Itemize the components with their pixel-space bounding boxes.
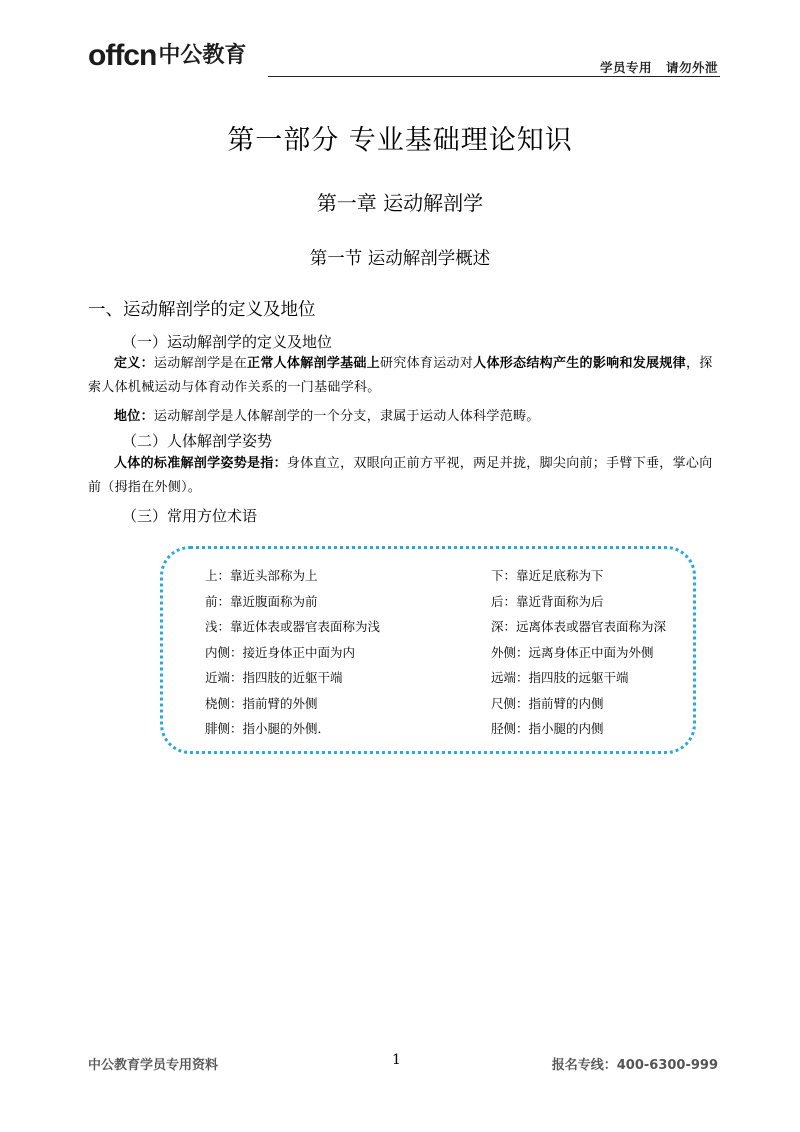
term-posterior: 后：靠近背面称为后: [491, 593, 604, 609]
term-tibial: 胫侧：指小腿的内侧: [491, 721, 604, 736]
definition-text-2: 研究体育运动对: [380, 356, 474, 371]
section-title: 第一节 运动解剖学概述: [309, 249, 491, 269]
term-superficial: 浅：靠近体表或器官表面称为浅: [205, 619, 381, 634]
page-header: [88, 34, 720, 80]
term-lateral: 外侧：远离身体正中面为外侧: [491, 644, 654, 660]
term-inferior: 下：靠近足底称为下: [491, 568, 604, 583]
term-superior: 上：靠近头部称为上: [205, 568, 318, 583]
posture-label: 人体的标准解剖学姿势是指：: [114, 456, 287, 471]
definition-paragraph: [88, 352, 716, 400]
status-paragraph: [88, 405, 716, 429]
header-divider: [268, 76, 720, 77]
header-tags: [600, 58, 718, 76]
logo-english: offcn: [88, 39, 157, 72]
posture-text: 身体直立，双眼向正前方平视，两足并拢，脚尖向前；手臂下垂，掌心向前（拇指在外侧）。: [88, 456, 713, 495]
definition-label: 定义：: [114, 356, 154, 371]
page-number: 1: [392, 1052, 401, 1068]
term-ulnar: 尺侧：指前臂的内侧: [491, 695, 604, 711]
header-tag-confidential: 请勿外泄: [665, 60, 718, 75]
subheading-definition: （一）运动解剖学的定义及地位: [122, 333, 333, 351]
term-fibular: 腓侧：指小腿的外侧．: [205, 721, 331, 736]
part-title: 第一部分 专业基础理论知识: [227, 125, 573, 156]
subheading-direction-terms: （三）常用方位术语: [122, 507, 258, 525]
definition-text-3: ，探索人体机械运动与体育动作关系的一门基础学科。: [88, 356, 713, 395]
status-text: 运动解剖学是人体解剖学的一个分支，隶属于运动人体科学范畴。: [153, 409, 540, 424]
footer-hotline: 报名专线：400-6300-999: [551, 1058, 718, 1073]
definition-bold-2: 人体形态结构产生的影响和发展规律: [473, 356, 686, 371]
term-anterior: 前：靠近腹面称为前: [205, 593, 318, 609]
term-deep: 深：远离体表或器官表面称为深: [491, 619, 667, 634]
direction-terms-box: [160, 546, 696, 754]
subheading-posture: （二）人体解剖学姿势: [122, 432, 273, 450]
heading-definition-status: 一、运动解剖学的定义及地位: [88, 300, 316, 320]
logo-chinese: 中公教育: [158, 43, 247, 68]
direction-terms-grid: [205, 563, 671, 742]
definition-bold-1: 正常人体解剖学基础上: [247, 356, 381, 371]
chapter-title: 第一章 运动解剖学: [316, 191, 484, 215]
term-distal: 远端：指四肢的远躯干端: [491, 670, 629, 685]
header-tag-student: 学员专用: [599, 60, 652, 75]
offcn-logo: [88, 36, 246, 76]
term-medial: 内侧：接近身体正中面为内: [205, 644, 356, 660]
posture-paragraph: [88, 452, 716, 500]
definition-text-1: 运动解剖学是在: [153, 356, 248, 371]
term-proximal: 近端：指四肢的近躯干端: [205, 670, 343, 685]
status-label: 地位：: [114, 409, 154, 424]
term-radial: 桡侧：指前臂的外侧: [205, 695, 318, 711]
footer-material-label: 中公教育学员专用资料: [88, 1058, 219, 1073]
